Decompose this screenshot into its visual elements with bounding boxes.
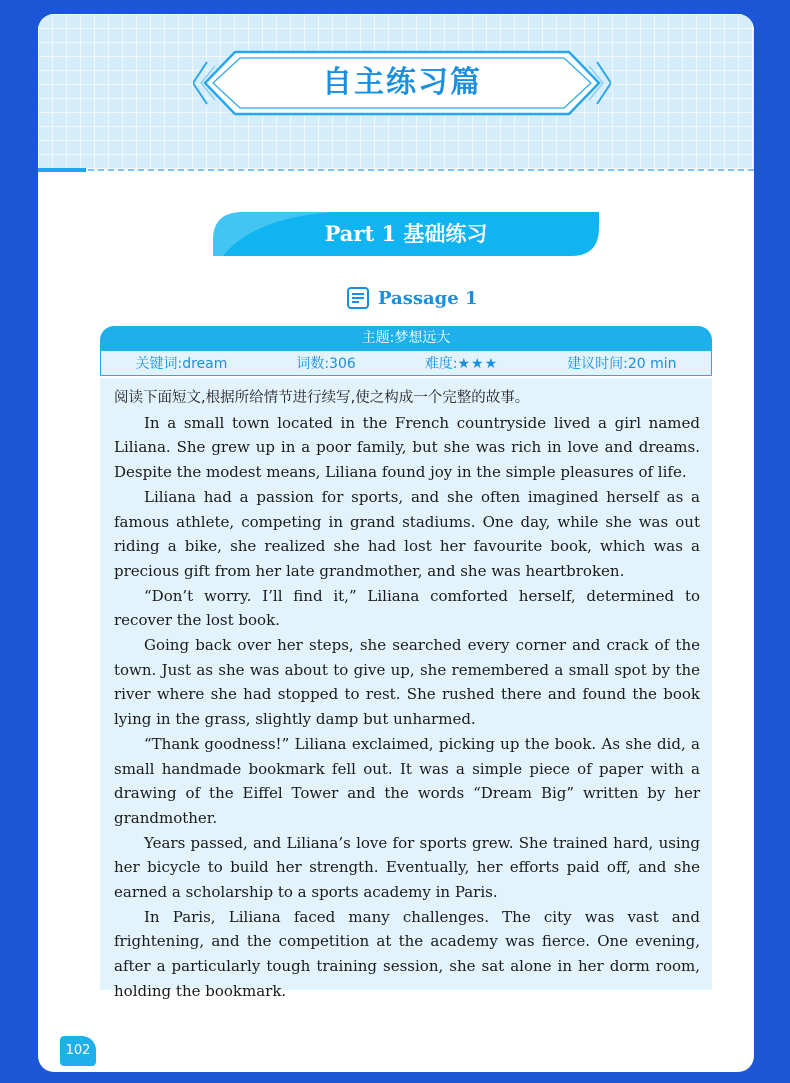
paragraph: Liliana had a passion for sports, and she often imagined herself as a famous athlete, competing in grand stadiums. One day, while she was out riding a bike, she realized she had lost her favourite book, which was a precious gift from her late grandmother, and she was heartbroken. bbox=[114, 487, 700, 580]
word-count: 词数:306 bbox=[296, 356, 356, 372]
paragraph: “Thank goodness!” Liliana exclaimed, picking up the book. As she did, a small handmade bookmark fell out. It was a simple piece of paper with a drawing of the Eiffel Tower and the words “Dream Big” written by her grandmother. bbox=[114, 734, 700, 827]
passage-meta-row bbox=[100, 350, 712, 376]
paragraph: In Paris, Liliana faced many challenges. The city was vast and frightening, and the competition at the academy was fierce. One evening, after a particularly tough training session, she sat alone in her dorm room, holding the bookmark. bbox=[114, 907, 700, 1000]
document-icon bbox=[346, 286, 370, 310]
difficulty-label: 难度: bbox=[424, 356, 458, 372]
page-number: 102 bbox=[60, 1036, 96, 1066]
topic-bar: 主题:梦想远大 bbox=[100, 326, 712, 350]
paragraph: “Don’t worry. I’ll find it,” Liliana comforted herself, determined to recover the lost book. bbox=[114, 586, 700, 630]
chapter-banner bbox=[193, 48, 611, 118]
banner-title: 自主练习篇 bbox=[322, 65, 482, 100]
difficulty bbox=[425, 353, 498, 373]
passage-heading bbox=[346, 284, 477, 312]
part-title: Part 1 基础练习 bbox=[324, 221, 488, 246]
paragraph: Going back over her steps, she searched every corner and crack of the town. Just as she was about to give up, she remembered a small spot by the river where she had stopped to rest. She rushed there and found the book lying in the grass, slightly damp but unharmed. bbox=[114, 636, 700, 729]
keywords: 关键词:dream bbox=[135, 356, 228, 372]
header-divider-accent bbox=[38, 168, 86, 172]
suggested-time: 建议时间:20 min bbox=[567, 356, 677, 372]
book-page bbox=[38, 14, 754, 1072]
instruction: 阅读下面短文,根据所给情节进行续写,使之构成一个完整的故事。 bbox=[114, 390, 530, 406]
part-heading bbox=[213, 212, 599, 256]
paragraph: Years passed, and Liliana’s love for sports grew. She trained hard, using her bicycle to build her strength. Eventually, her efforts paid off, and she earned a scholarship to a sports academy in Paris. bbox=[114, 833, 700, 902]
passage-label: Passage 1 bbox=[378, 287, 478, 309]
header-divider bbox=[38, 169, 754, 171]
difficulty-stars: ★★★ bbox=[457, 356, 499, 372]
passage-text bbox=[114, 386, 700, 1004]
paragraph: In a small town located in the French countryside lived a girl named Liliana. She grew up in a poor family, but she was rich in love and dreams. Despite the modest means, Liliana found joy in the simple pleasures of life. bbox=[114, 413, 700, 482]
